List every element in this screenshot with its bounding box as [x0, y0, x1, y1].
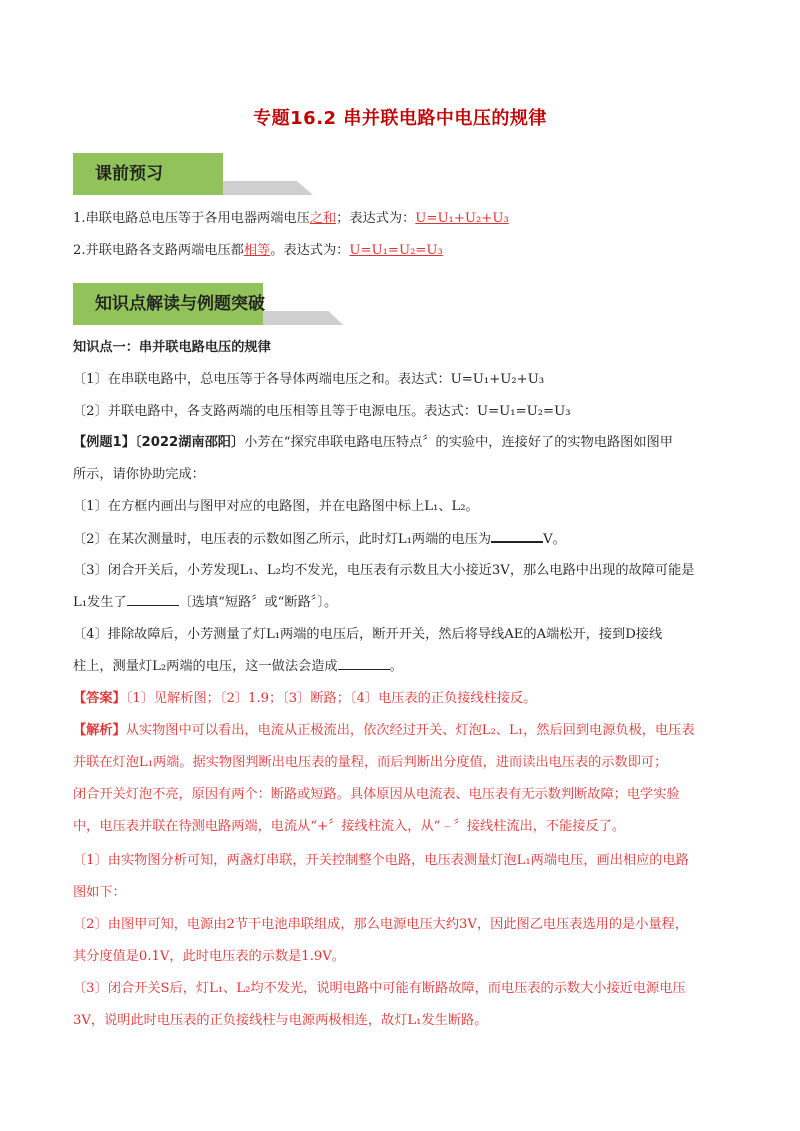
question-4: 〔4〕排除故障后，小芳测量了灯L₁两端的电压后，断开开关，然后将导线AE的A端松开，接到D接线 [73, 627, 663, 642]
analysis-line-7: 〔2〕由图甲可知，电源由2节干电池串联组成，那么电源电压大约3V，因此图乙电压表选用的是小量程， [73, 917, 688, 932]
analysis-line-6: 图如下： [73, 885, 126, 900]
question-3: 〔3〕闭合开关后，小芳发现L₁、L₂均不发光，电压表有示数且大小接近3V，那么电路中出现的故障可能是 [73, 563, 695, 578]
analysis-line-9: 〔3〕闭合开关S后，灯L₁、L₂均不发光，说明电路中可能有断路故障，而电压表的示数大小接近电源电压 [73, 981, 686, 996]
knowledge-point-2: 〔2〕并联电路中，各支路两端的电压相等且等于电源电压。表达式：U=U₁=U₂=U₃ [73, 404, 571, 419]
knowledge-point-heading: 知识点一：串并联电路电压的规律 [73, 340, 271, 355]
section-title: 知识点解读与例题突破 [95, 294, 265, 314]
analysis-line-8: 其分度值是0.1V，此时电压表的示数是1.9V。 [73, 949, 345, 964]
analysis-line-2: 并联在灯泡L₁两端。据实物图判断出电压表的量程，而后判断出分度值，进而读出电压表的示数即可； [73, 755, 668, 770]
question-3-cont: L₁发生了 〔选填“短路〞或“断路〞〕。 [73, 595, 338, 610]
knowledge-point-1: 〔1〕在串联电路中，总电压等于各导体两端电压之和。表达式：U=U₁+U₂+U₃ [73, 372, 545, 387]
question-2: 〔2〕在某次测量时，电压表的示数如图乙所示，此时灯L₁两端的电压为 V。 [73, 529, 566, 550]
answer-blank [491, 529, 543, 543]
preview-line-1: 1.串联电路总电压等于各用电器两端电压之和；表达式为：U=U₁+U₂+U₃ [73, 211, 509, 226]
section-header-preview [73, 153, 333, 195]
analysis-line-4: 中，电压表并联在待测电路两端，电流从“+〞接线柱流入，从“﹣〞接线柱流出，不能接反了。 [73, 819, 626, 834]
answer-line: 【答案】〔1〕见解析图；〔2〕1.9；〔3〕断路；〔4〕电压表的正负接线柱接反。 [73, 691, 537, 706]
answer-blank [127, 593, 179, 606]
preview-line-2: 2.并联电路各支路两端电压都相等。表达式为：U=U₁=U₂=U₃ [73, 243, 443, 258]
analysis-line-3: 闭合开关灯泡不亮，原因有两个：断路或短路。具体原因从电流表、电压表有无示数判断故障；电学实验 [73, 787, 680, 802]
analysis-line-5: 〔1〕由实物图分析可知，两盏灯串联，开关控制整个电路，电压表测量灯泡L₁两端电压，画出相应的电路 [73, 853, 689, 868]
example-intro: 【例题1】〔2022湖南邵阳〕小芳在“探究串联电路电压特点〞的实验中，连接好了的实物电路图如图甲 [73, 435, 673, 450]
question-1: 〔1〕在方框内画出与图甲对应的电路图，并在电路图中标上L₁、L₂。 [73, 499, 479, 514]
page-title: 专题16.2 串并联电路中电压的规律 [253, 108, 547, 129]
section-title: 课前预习 [95, 164, 163, 184]
example-intro-cont: 所示，请你协助完成： [73, 467, 205, 482]
section-header-knowledge [73, 283, 363, 325]
analysis-line-10: 3V，说明此时电压表的正负接线柱与电源两极相连，故灯L₁发生断路。 [73, 1013, 488, 1028]
question-4-cont: 柱上，测量灯L₂两端的电压，这一做法会造成 。 [73, 659, 403, 674]
analysis-line-1: 【解析】从实物图中可以看出，电流从正极流出，依次经过开关、灯泡L₂、L₁，然后回到电源负极，电压表 [73, 723, 695, 738]
answer-blank [338, 657, 390, 670]
